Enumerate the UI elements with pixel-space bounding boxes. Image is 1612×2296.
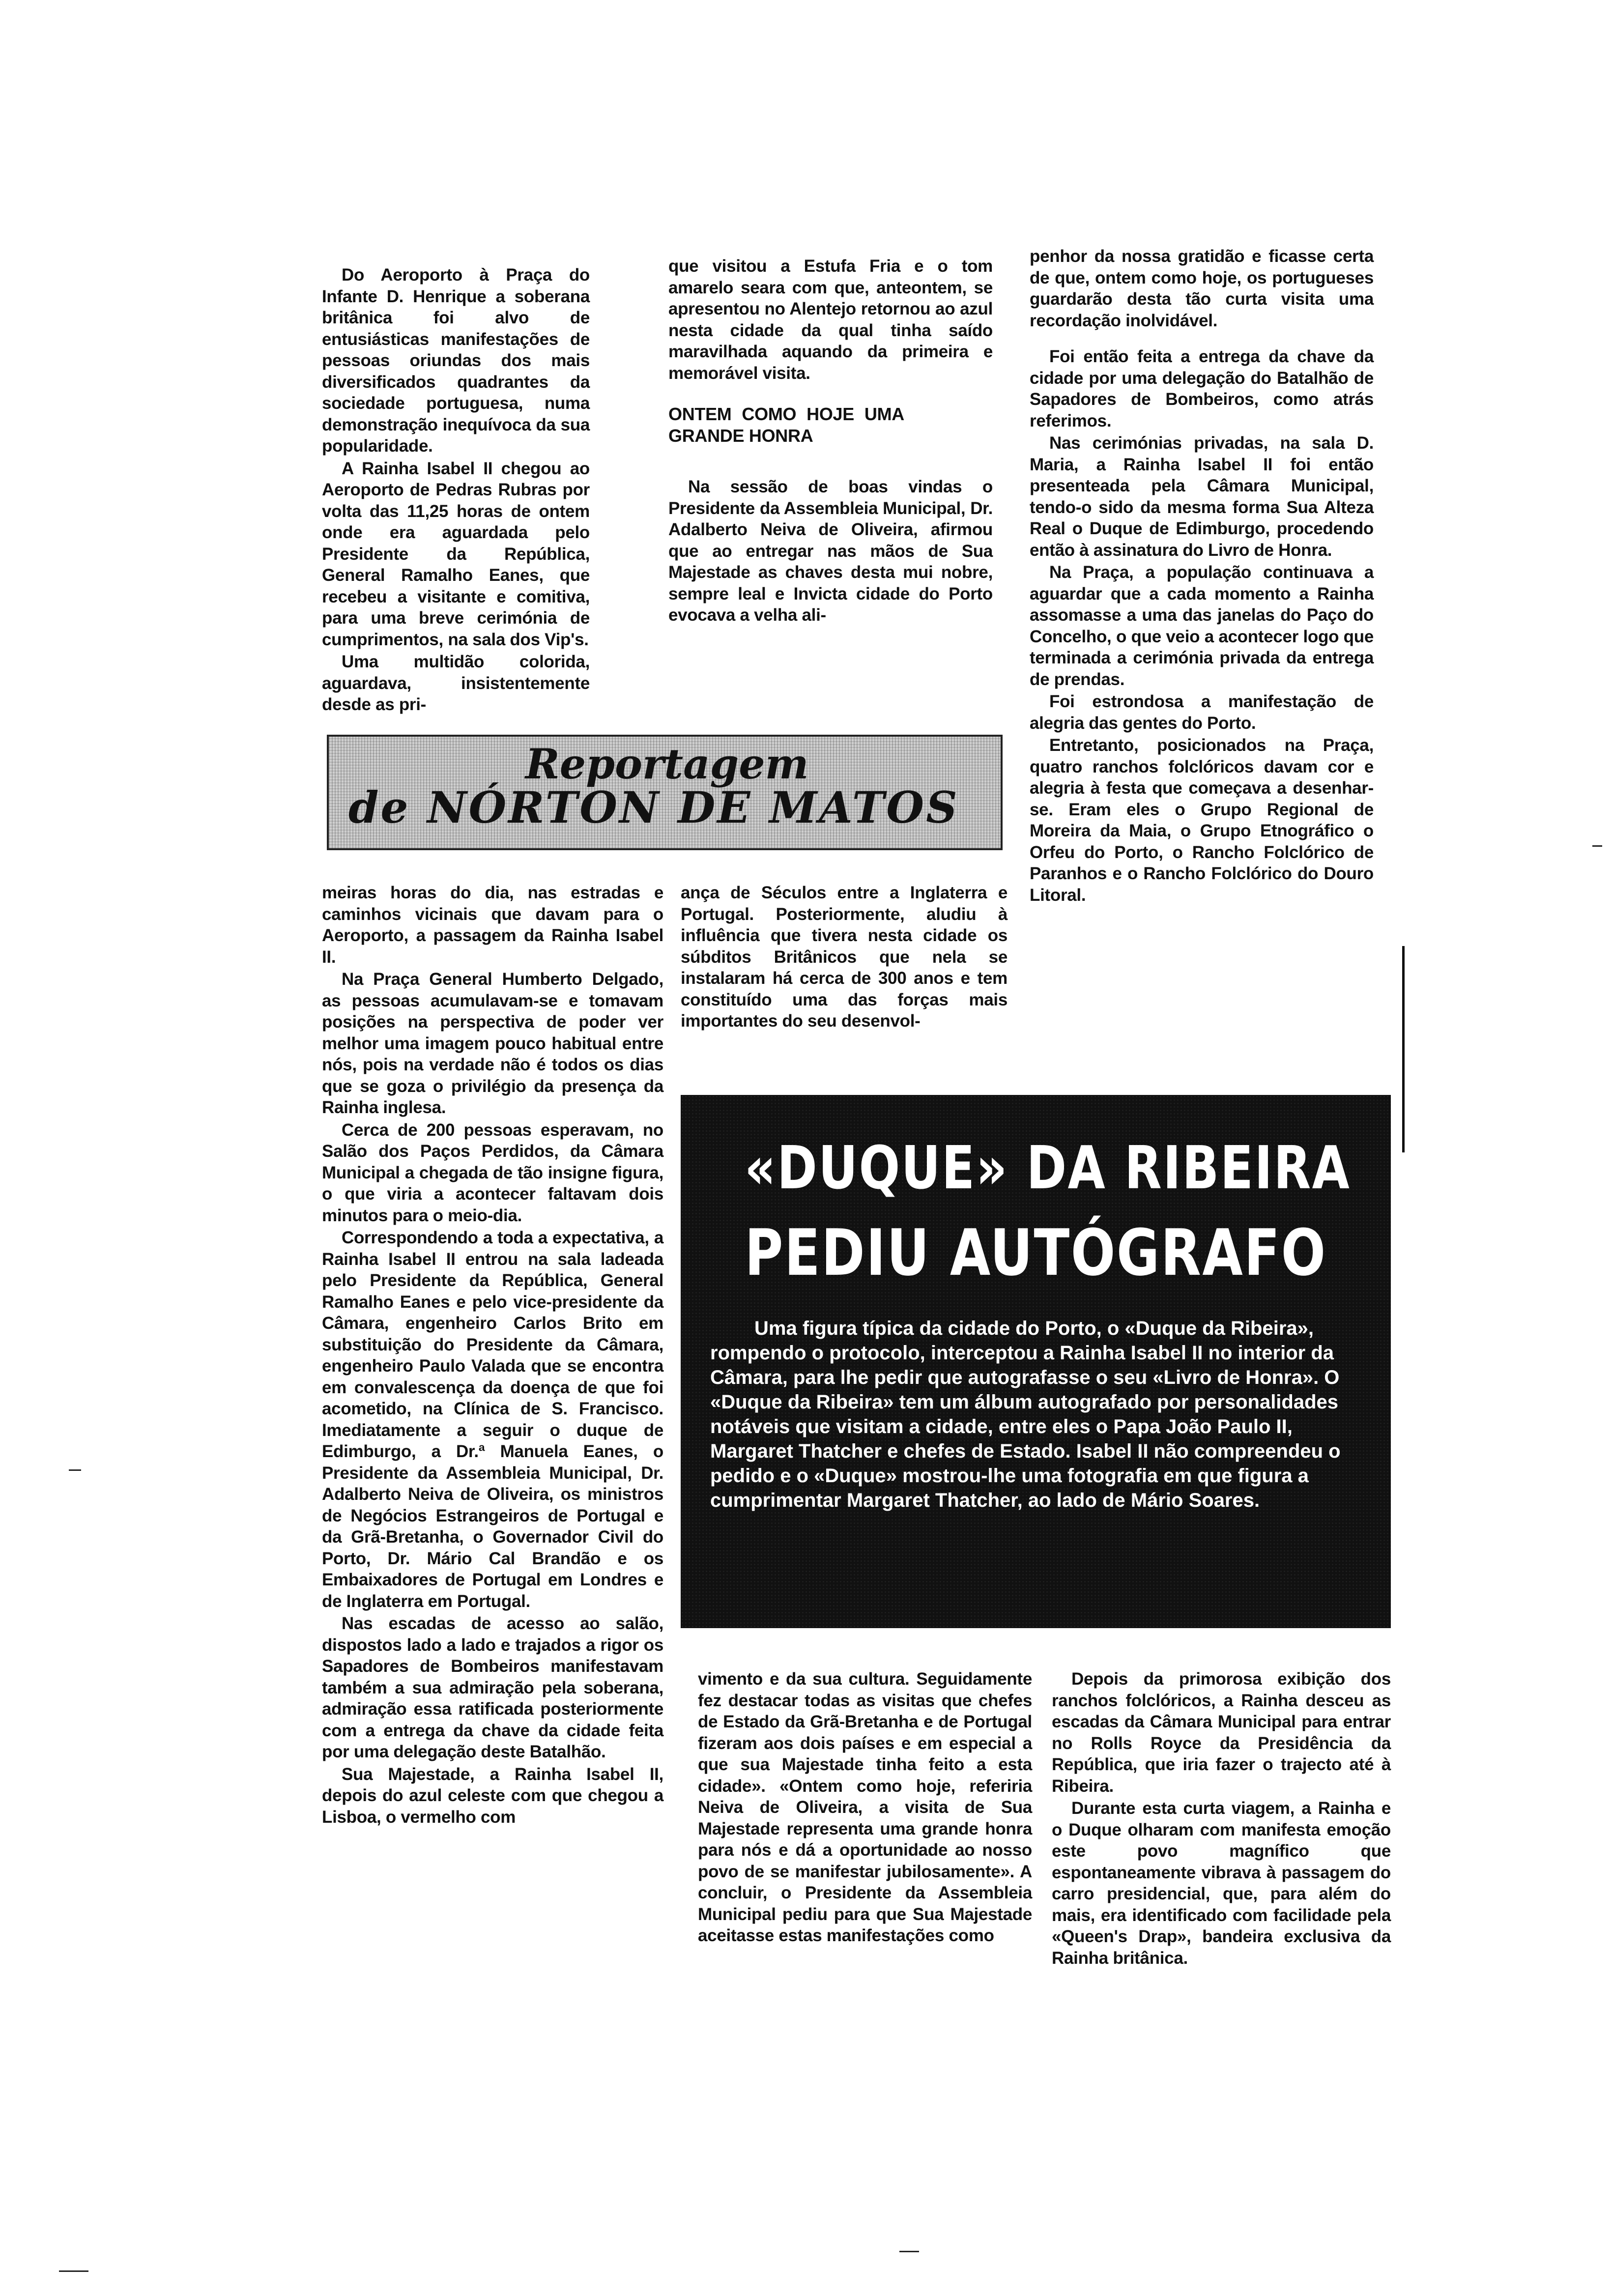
paragraph: Uma multidão colorida, aguardava, insistentemente desde as pri-	[322, 652, 590, 714]
paragraph: Foi então feita a entrega da chave da cidade por uma delegação do Batalhão de Sapadores de Bombeiros, como atrás referimos.	[1030, 347, 1374, 430]
paragraph: meiras horas do dia, nas estradas e caminhos vicinais que davam para o Aeroporto, a passagem da Rainha Isabel II.	[322, 883, 663, 967]
column-3-bottom	[1052, 1668, 1391, 1969]
column-1-bottom	[322, 882, 663, 1828]
byline-author: de NÓRTON DE MATOS	[348, 782, 959, 833]
paragraph: Do Aeroporto à Praça do Infante D. Henrique a soberana britânica foi alvo de entusiásticas manifestações de pessoas oriundas dos mais diversificados quadrantes da sociedade portuguesa, numa demonstração inequívoca da sua popularidade.	[322, 265, 590, 456]
paragraph: Nas escadas de acesso ao salão, dispostos lado a lado e trajados a rigor os Sapadores de Bombeiros manifestavam também a sua admiração pela soberana, admiração essa ratificada posteriormente com a entrega da chave da cidade feita por uma delegação deste Batalhão.	[322, 1614, 663, 1761]
paragraph: Foi estrondosa a manifestação de alegria das gentes do Porto.	[1030, 692, 1374, 733]
paragraph: Durante esta curta viagem, a Rainha e o Duque olharam com manifesta emoção este povo magnífico que espontaneamente vibrava à passagem do carro presidencial, que, para além do mais, era identificado com facilidade pela «Queen's Drap», bandeira exclusiva da Rainha britânica.	[1052, 1799, 1391, 1968]
paragraph: Correspondendo a toda a expectativa, a Rainha Isabel II entrou na sala ladeada pelo Presidente da República, General Ramalho Eanes e pelo vice-presidente da Câmara, engenheiro Carlos Brito em substituição do Presidente da Câmara, engenheiro Paulo Valada que se encontra em convalescença da doença de que foi acometido, na Clínica de S. Francisco. Imediatamente a seguir o duque de Edimburgo, a Dr.ª Manuela Eanes, o Presidente da Assembleia Municipal, Dr. Adalberto Neiva de Oliveira, os ministros de Negócios Estrangeiros de Portugal e da Grã-Bretanha, o Governador Civil do Porto, Dr. Mário Cal Brandão e os Embaixadores de Portugal em Londres e de Inglaterra em Portugal.	[322, 1228, 663, 1611]
scan-mark	[59, 2270, 88, 2272]
paragraph: Na Praça General Humberto Delgado, as pessoas acumulavam-se e tomavam posições na perspectiva de poder ver melhor uma imagem pouco habitual entre nós, pois na verdade não é todos os dias que se goza o privilégio da presença da Rainha inglesa.	[322, 970, 663, 1117]
paragraph: Depois da primorosa exibição dos ranchos folclóricos, a Rainha desceu as escadas da Câmara Municipal para entrar no Rolls Royce da Presidência da República, que iria fazer o trajecto até à Ribeira.	[1052, 1669, 1391, 1796]
scan-mark	[899, 2251, 919, 2252]
paragraph: Na sessão de boas vindas o Presidente da Assembleia Municipal, Dr. Adalberto Neiva de Oliveira, afirmou que ao entregar nas mãos de Sua Majestade as chaves desta mui nobre, sempre leal e Invicta cidade do Porto evocava a velha ali-	[668, 477, 993, 625]
sidebar-headline-1: «DUQUE» DA RIBEIRA	[745, 1134, 1351, 1203]
paragraph: que visitou a Estufa Fria e o tom amarelo seara com que, anteontem, se apresentou no Alentejo retornou ao azul nesta cidade da qual tinha saído maravilhada aquando da primeira e memorável visita.	[668, 257, 993, 383]
paragraph: Entretanto, posicionados na Praça, quatro ranchos folclóricos davam cor e alegria à festa que começava a desenhar-se. Eram eles o Grupo Regional de Moreira da Maia, o Grupo Etnográfico o Orfeu do Porto, o Rancho Folclórico de Paranhos e o Rancho Folclórico do Douro Litoral.	[1030, 736, 1374, 905]
column-3	[1030, 246, 1374, 906]
scan-mark	[69, 1469, 81, 1471]
paragraph: A Rainha Isabel II chegou ao Aeroporto de Pedras Rubras por volta das 11,25 horas de ontem onde era aguardada pelo Presidente da República, General Ramalho Eanes, que recebeu a visitante e comitiva, para uma breve cerimónia de cumprimentos, na sala dos Vip's.	[322, 459, 590, 649]
scan-mark	[1592, 845, 1602, 847]
paragraph: Nas cerimónias privadas, na sala D. Maria, a Rainha Isabel II foi então presenteada pela Câmara Municipal, tendo-o sido da mesma forma Sua Alteza Real o Duque de Edimburgo, procedendo então à assinatura do Livro de Honra.	[1030, 433, 1374, 560]
byline-box	[327, 735, 1003, 850]
sidebar-body: Uma figura típica da cidade do Porto, o «Duque da Ribeira», rompendo o protocolo, interceptou a Rainha Isabel II no interior da Câmara, para lhe pedir que autografasse o seu «Livro de Honra». O «Duque da Ribeira» tem um álbum autografado por personalidades notáveis que visitam a cidade, entre eles o Papa João Paulo II, Margaret Thatcher e chefes de Estado. Isabel II não compreendeu o pedido e o «Duque» mostrou-lhe uma fotografia em que figura a cumprimentar Margaret Thatcher, ao lado de Mário Soares.	[710, 1318, 1341, 1511]
paragraph: Sua Majestade, a Rainha Isabel II, depois do azul celeste com que chegou a Lisboa, o vermelho com	[322, 1764, 663, 1827]
paragraph: Cerca de 200 pessoas esperavam, no Salão dos Paços Perdidos, da Câmara Municipal a chegada de tão insigne figura, o que viria a acontecer faltavam dois minutos para o meio-dia.	[322, 1120, 663, 1225]
paragraph: vimento e da sua cultura. Seguidamente fez destacar todas as visitas que chefes de Estado da Grã-Bretanha e de Portugal fizeram aos dois países e em especial a que sua Majestade tinha feito a esta cidade». «Ontem como hoje, referiria Neiva de Oliveira, a visita de Sua Majestade representa uma grande honra para nós e dá a oportunidade ao nosso povo de se manifestar jubilosamente». A concluir, o Presidente da Assembleia Municipal pediu para que Sua Majestade aceitasse estas manifestações como	[698, 1669, 1032, 1945]
subheading: ONTEM COMO HOJE UMA GRANDE HONRA	[668, 404, 904, 446]
column-2-middle	[681, 882, 1008, 1032]
paragraph: penhor da nossa gratidão e ficasse certa de que, ontem como hoje, os portugueses guardarão desta tão curta visita uma recordação inolvidável.	[1030, 247, 1374, 330]
sidebar-headline-2: PEDIU AUTÓGRAFO	[745, 1215, 1327, 1290]
sidebar-box	[681, 1095, 1391, 1628]
paragraph: Na Praça, a população continuava a aguardar que a cada momento a Rainha assomasse a uma das janelas do Paço do Concelho, o que veio a acontecer logo que terminada a cerimónia privada da entrega de prendas.	[1030, 563, 1374, 689]
column-1-top	[322, 264, 590, 716]
column-2-top	[668, 256, 993, 626]
column-2-bottom	[698, 1668, 1032, 1947]
byline-reportagem: Reportagem	[525, 740, 809, 788]
vertical-rule	[1402, 946, 1405, 1152]
paragraph: ança de Séculos entre a Inglaterra e Portugal. Posteriormente, aludiu à influência que tivera nesta cidade os súbditos Britânicos que nela se instalaram há cerca de 300 anos e tem constituído uma das forças mais importantes do seu desenvol-	[681, 883, 1008, 1031]
